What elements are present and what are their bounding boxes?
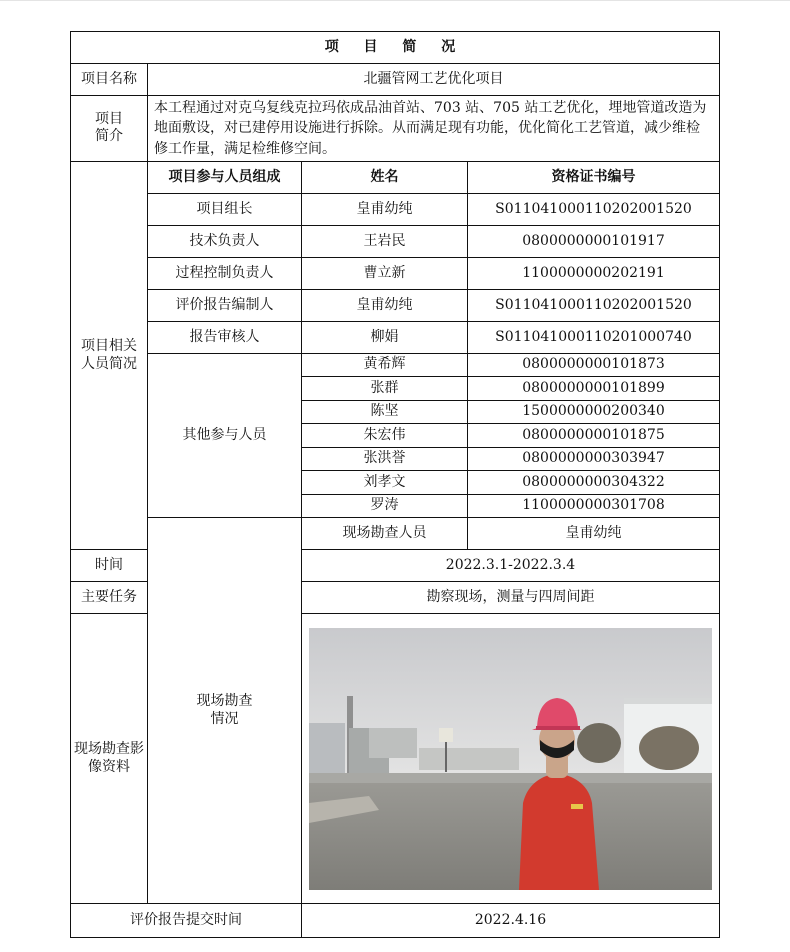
other-members-role: 其他参与人员 <box>148 353 302 518</box>
personnel-label-line2: 人员简况 <box>81 355 137 372</box>
header-role: 项目参与人员组成 <box>148 161 302 193</box>
name-cell: 陈坚 <box>302 400 468 424</box>
cert-cell: 0800000000304322 <box>468 471 720 495</box>
table-row <box>71 353 720 377</box>
survey-section-label <box>148 518 302 904</box>
project-intro-text: 本工程通过对克乌复线克拉玛依成品油首站、703 站、705 站工艺优化，埋地管道改造为地面敷设，对已建停用设施进行拆除。从而满足现有功能，优化简化工艺管道，减少维检修工作量，满足检维修空间。 <box>148 96 720 162</box>
table-row <box>71 193 720 225</box>
cert-cell: 0800000000101917 <box>468 225 720 257</box>
header-cert: 资格证书编号 <box>468 161 720 193</box>
table-title: 项 目 简 况 <box>71 32 720 64</box>
cert-cell: 0800000000101899 <box>468 377 720 401</box>
survey-time-label: 时间 <box>71 550 148 582</box>
project-name-label: 项目名称 <box>71 64 148 96</box>
header-name: 姓名 <box>302 161 468 193</box>
table-row <box>71 289 720 321</box>
role-cell: 技术负责人 <box>148 225 302 257</box>
survey-time-value: 2022.3.1-2022.3.4 <box>302 550 720 582</box>
table-row <box>71 321 720 353</box>
page-top-rule <box>0 0 790 1</box>
cert-cell: 0800000000101875 <box>468 424 720 448</box>
name-cell: 张洪誉 <box>302 447 468 471</box>
storage-tank <box>369 728 417 758</box>
project-intro-label-line1: 项目 <box>95 110 123 127</box>
sign-post <box>445 742 447 772</box>
worker-suit <box>519 773 599 890</box>
cert-cell: 0800000000101873 <box>468 353 720 377</box>
table-row <box>71 225 720 257</box>
cert-cell: 0800000000303947 <box>468 447 720 471</box>
name-cell: 皇甫幼纯 <box>302 289 468 321</box>
submit-date-value: 2022.4.16 <box>302 904 720 938</box>
survey-photo-cell <box>302 614 720 904</box>
tree <box>577 723 621 763</box>
project-intro-label-line2: 简介 <box>95 128 123 145</box>
pipe-rack <box>419 748 519 770</box>
sign-board <box>439 728 453 742</box>
name-cell: 刘孝文 <box>302 471 468 495</box>
suit-badge <box>571 804 583 809</box>
name-cell: 王岩民 <box>302 225 468 257</box>
survey-task-label: 主要任务 <box>71 582 148 614</box>
survey-person-value: 皇甫幼纯 <box>468 518 720 550</box>
tree <box>639 726 699 770</box>
role-cell: 过程控制负责人 <box>148 257 302 289</box>
cert-cell: S011041000110201000740 <box>468 321 720 353</box>
survey-task-value: 勘察现场，测量与四周间距 <box>302 582 720 614</box>
survey-label-line2: 情况 <box>210 710 239 727</box>
role-cell: 项目组长 <box>148 193 302 225</box>
cert-cell: S011041000110202001520 <box>468 193 720 225</box>
name-cell: 皇甫幼纯 <box>302 193 468 225</box>
project-name-value: 北疆管网工艺优化项目 <box>148 64 720 96</box>
survey-photo-label: 现场勘查影像资料 <box>71 614 148 904</box>
name-cell: 张群 <box>302 377 468 401</box>
name-cell: 柳娟 <box>302 321 468 353</box>
submit-date-label: 评价报告提交时间 <box>71 904 302 938</box>
cert-cell: 1100000000202191 <box>468 257 720 289</box>
cert-cell: 1100000000301708 <box>468 494 720 518</box>
personnel-section-label <box>71 161 148 550</box>
personnel-label-line1: 项目相关 <box>81 338 137 355</box>
name-cell: 黄希辉 <box>302 353 468 377</box>
table-row <box>71 257 720 289</box>
role-cell: 报告审核人 <box>148 321 302 353</box>
cert-cell: 1500000000200340 <box>468 400 720 424</box>
project-intro-label <box>71 96 148 162</box>
site-survey-photo <box>309 628 712 890</box>
cert-cell: S011041000110202001520 <box>468 289 720 321</box>
hard-hat-brim <box>536 726 580 730</box>
survey-person-label: 现场勘查人员 <box>302 518 468 550</box>
name-cell: 朱宏伟 <box>302 424 468 448</box>
survey-label-line1: 现场勘查 <box>196 693 253 710</box>
tank-rim <box>624 698 712 704</box>
site-photo-illustration <box>309 628 712 890</box>
role-cell: 评价报告编制人 <box>148 289 302 321</box>
name-cell: 曹立新 <box>302 257 468 289</box>
name-cell: 罗涛 <box>302 494 468 518</box>
project-summary-table <box>70 31 720 938</box>
